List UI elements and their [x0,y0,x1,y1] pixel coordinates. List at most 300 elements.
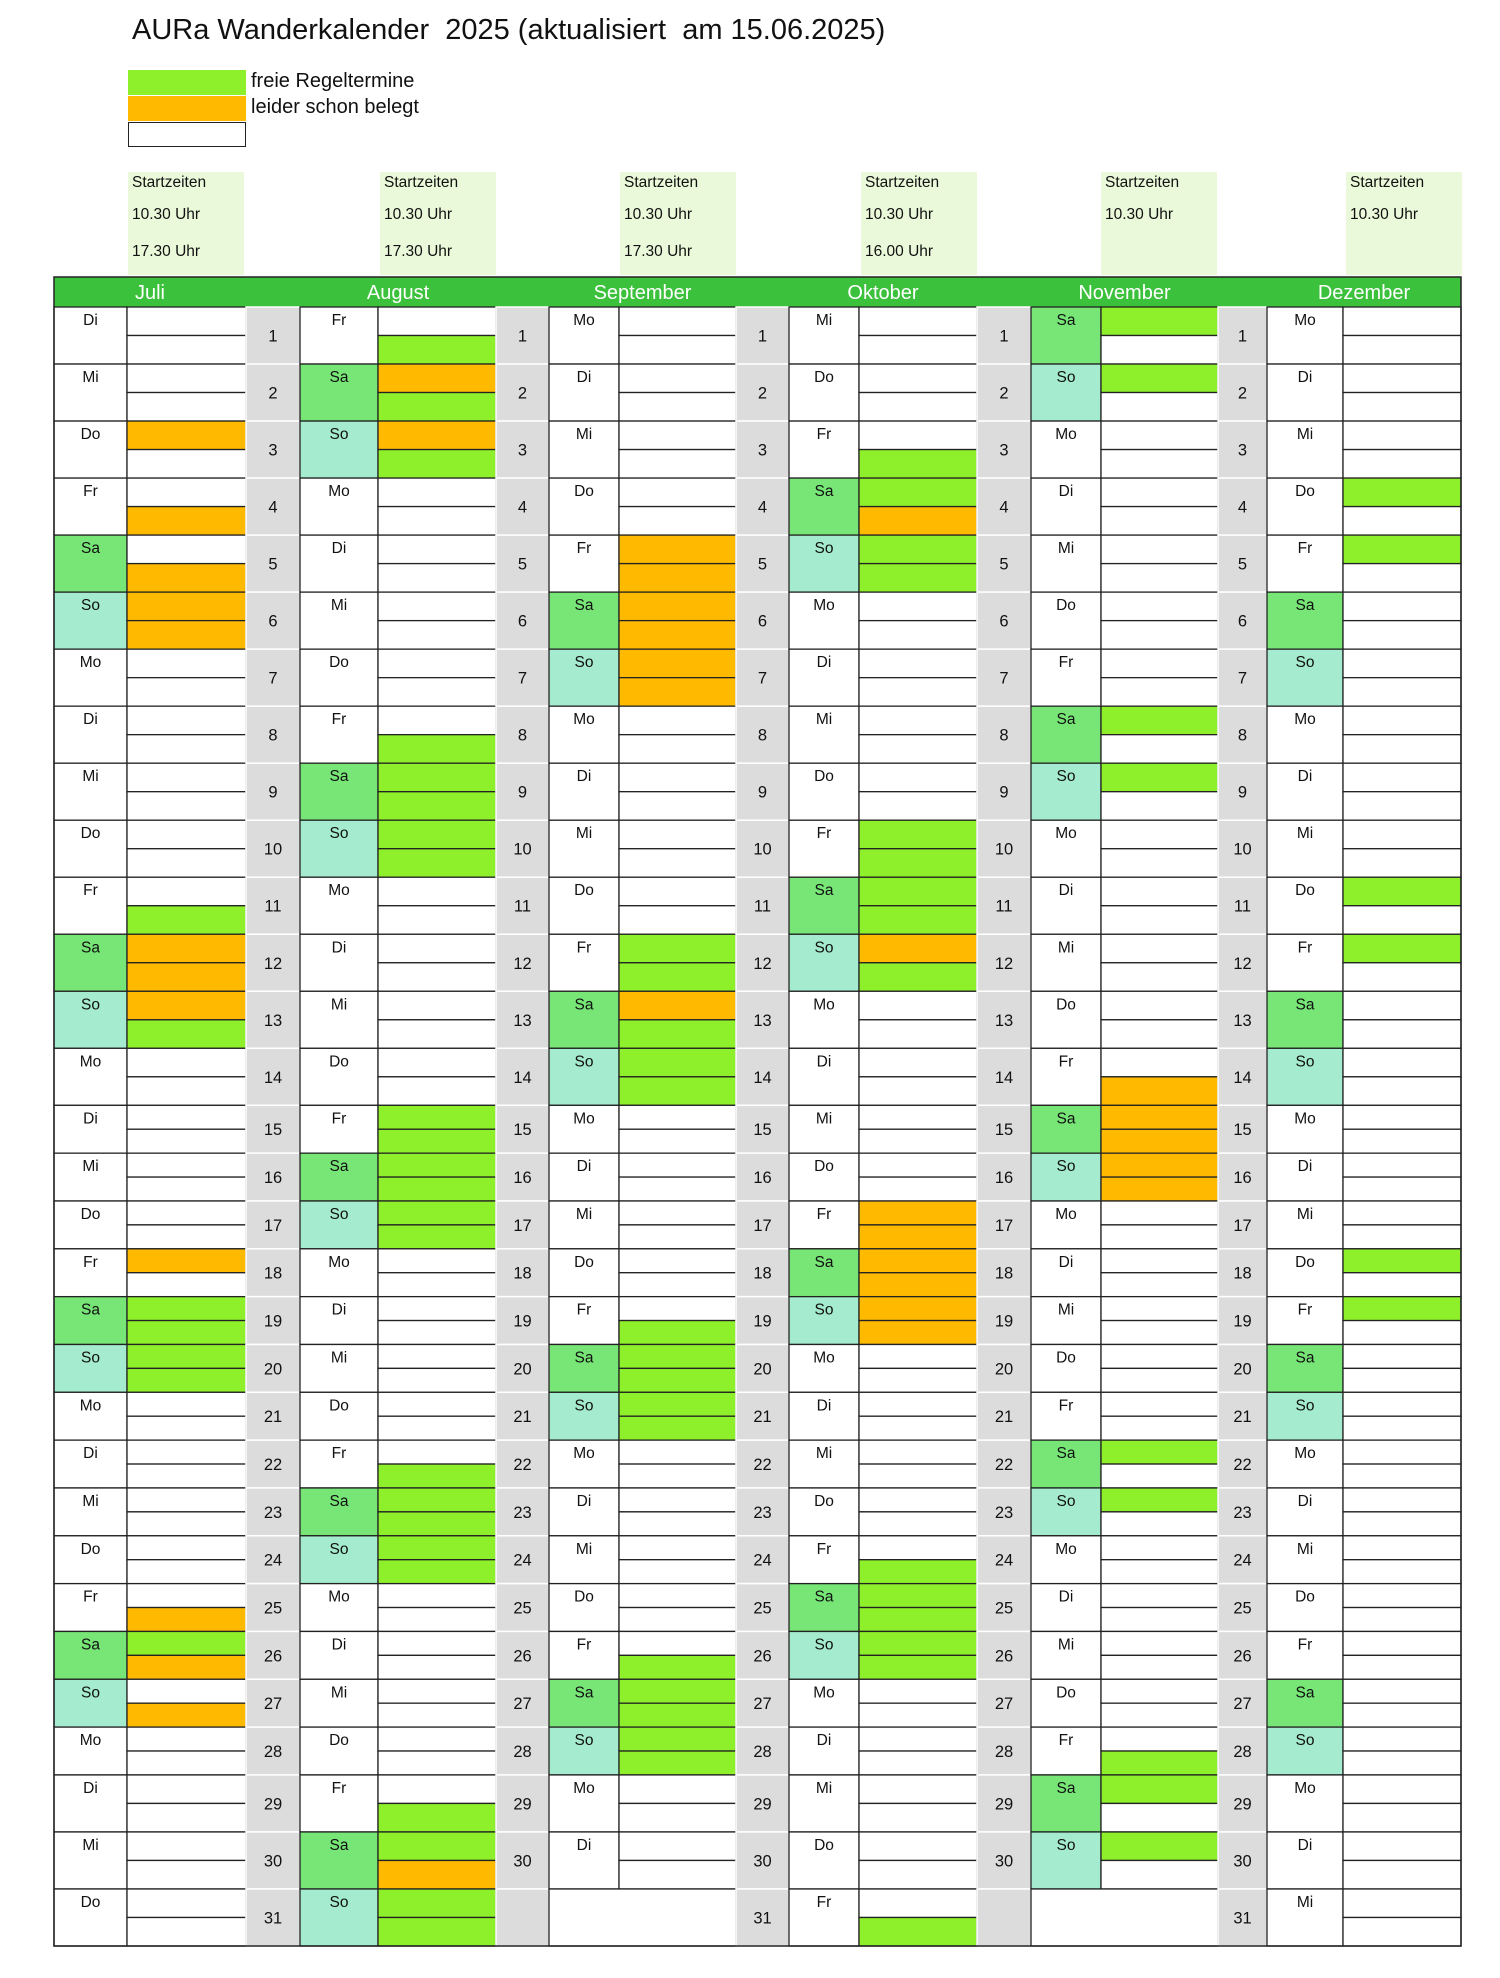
slot-morning [1101,820,1218,849]
weekday-label: Sa [1056,1445,1076,1463]
slot-morning [378,1631,496,1655]
slot-morning [859,1889,977,1918]
slot-morning [1101,1201,1218,1225]
slot-evening [1343,963,1461,992]
day-number: 19 [753,1312,772,1331]
slot-morning [1343,478,1461,507]
slot-evening [1101,621,1218,650]
weekday-label: Mo [573,1779,595,1797]
slot-morning [1101,1344,1218,1368]
weekday-label: So [81,1349,100,1367]
slot-morning [859,1727,977,1751]
weekday-label: Do [814,768,834,786]
day-number: 28 [263,1743,283,1762]
weekday-label: Mo [328,882,350,900]
slot-evening [1343,1703,1461,1727]
weekday-label: Fr [816,1205,832,1223]
day-number: 23 [513,1503,532,1522]
slot-evening [619,1020,736,1049]
slot-evening [1101,336,1218,365]
slot-evening [1343,450,1461,479]
day-number: 7 [268,669,278,688]
slot-evening [127,336,246,365]
weekday-label: So [1056,369,1076,387]
slot-morning [859,1249,977,1273]
slot-morning [1343,1201,1461,1225]
slot-morning [619,1536,736,1560]
slot-evening [859,1077,977,1106]
day-number: 25 [1233,1599,1252,1618]
slot-morning [378,649,496,678]
weekday-label: Mo [1055,1205,1077,1223]
weekday-label: Fr [331,1779,347,1797]
slot-evening [1101,393,1218,422]
slot-morning [1343,649,1461,678]
day-number: 11 [513,897,532,916]
slot-morning [1101,877,1218,906]
slot-morning [1343,1536,1461,1560]
weekday-label: Do [814,1836,834,1854]
slot-morning [127,649,246,678]
day-number-cell [496,1889,549,1946]
slot-evening [859,507,977,536]
slot-evening [378,1655,496,1679]
slot-morning [1343,991,1461,1020]
slot-evening [127,1020,246,1049]
weekday-label: Di [1058,882,1074,900]
slot-morning [1101,1832,1218,1861]
slot-morning [859,535,977,564]
day-number: 10 [994,840,1014,859]
slot-evening [1343,678,1461,707]
day-number: 23 [994,1503,1014,1522]
slot-evening [619,1273,736,1297]
slot-morning [859,1832,977,1861]
day-number: 30 [513,1852,532,1871]
slot-evening [859,963,977,992]
slot-evening [859,1273,977,1297]
slot-morning [1101,1249,1218,1273]
slot-evening [619,1177,736,1201]
day-number: 20 [513,1360,532,1379]
weekday-label: Mi [82,1158,99,1176]
weekday-label: So [329,1540,349,1558]
day-number: 1 [757,327,768,346]
slot-morning [378,1584,496,1608]
weekday-label: Di [576,1158,592,1176]
slot-evening [1101,1860,1218,1889]
slot-evening [1343,564,1461,593]
weekday-label: Do [1056,1684,1076,1702]
slot-evening [1101,792,1218,821]
weekday-label: So [574,654,594,672]
weekday-label: Di [1297,369,1313,387]
slot-morning [859,1344,977,1368]
slot-evening [619,735,736,764]
slot-morning [1101,1775,1218,1804]
slot-morning [127,478,246,507]
weekday-label: Fr [576,939,592,957]
day-number: 30 [753,1852,772,1871]
day-number: 15 [994,1121,1014,1140]
weekday-label: Di [331,1636,347,1654]
slot-evening [1343,906,1461,935]
weekday-label: Di [816,1397,832,1415]
slot-evening [1101,1225,1218,1249]
weekday-label: Mo [573,1445,595,1463]
slot-evening [127,1177,246,1201]
slot-evening [378,1368,496,1392]
day-number: 4 [1237,498,1248,517]
day-number: 30 [994,1852,1014,1871]
weekday-label: Di [331,540,347,558]
weekday-label: Sa [1295,1349,1315,1367]
day-number-cell [977,1889,1031,1946]
weekday-label: Fr [331,1445,347,1463]
slot-evening [1343,1321,1461,1345]
day-number: 12 [513,954,532,973]
slot-evening [1101,1077,1218,1106]
start-times-label: Startzeiten [384,174,459,191]
slot-morning [859,364,977,393]
slot-evening [378,1560,496,1584]
slot-evening [127,450,246,479]
slot-evening [619,792,736,821]
slot-evening [1343,1273,1461,1297]
day-number: 6 [268,612,278,631]
slot-morning [859,934,977,963]
day-number: 10 [513,840,532,859]
slot-evening [127,1368,246,1392]
slot-evening [1343,1129,1461,1153]
day-number: 19 [1233,1312,1252,1331]
slot-morning [1101,478,1218,507]
weekday-label: Sa [329,768,349,786]
slot-morning [378,1536,496,1560]
day-number: 28 [513,1743,532,1762]
weekday-label: Mi [1296,825,1314,843]
slot-morning [378,934,496,963]
slot-evening [859,1860,977,1889]
day-number: 20 [753,1360,772,1379]
slot-morning [619,1631,736,1655]
day-number: 8 [1237,726,1248,745]
weekday-label: Sa [574,1684,594,1702]
slot-evening [1343,1416,1461,1440]
slot-evening [859,1560,977,1584]
weekday-label: Di [1058,1253,1074,1271]
slot-evening [127,1751,246,1775]
slot-evening [1343,507,1461,536]
start-times-label: Startzeiten [624,174,699,191]
day-number: 15 [753,1121,772,1140]
slot-evening [1343,1464,1461,1488]
slot-evening [127,735,246,764]
slot-morning [378,1344,496,1368]
slot-evening [859,450,977,479]
slot-morning [378,1201,496,1225]
day-number: 30 [1233,1852,1252,1871]
weekday-label: Fr [1297,540,1313,558]
day-number: 1 [999,327,1009,346]
slot-evening [1343,735,1461,764]
slot-evening [1101,1560,1218,1584]
day-number: 22 [994,1456,1014,1475]
slot-evening [1101,564,1218,593]
weekday-label: Do [1295,882,1315,900]
slot-morning [1343,1679,1461,1703]
month-header-november: November [1078,282,1171,304]
day-number: 20 [263,1360,283,1379]
weekday-label: Mi [815,711,833,729]
slot-morning [1101,649,1218,678]
weekday-label: Sa [1056,711,1076,729]
slot-morning [859,1488,977,1512]
day-number: 7 [999,669,1009,688]
weekday-label: Do [574,1588,594,1606]
slot-evening [619,1129,736,1153]
slot-evening [127,1917,246,1946]
weekday-label: Mi [330,597,348,615]
slot-morning [1101,1048,1218,1077]
day-number: 9 [757,783,768,802]
weekday-label: Di [83,1110,98,1128]
slot-morning [619,1488,736,1512]
weekday-label: Mo [573,711,595,729]
weekday-label: Sa [329,1158,349,1176]
slot-morning [859,706,977,735]
weekday-label: Di [576,1836,592,1854]
slot-morning [859,1679,977,1703]
slot-evening [378,1416,496,1440]
day-number: 4 [999,498,1009,517]
weekday-label: Mo [1294,1445,1316,1463]
slot-morning [127,763,246,792]
weekday-label: Fr [83,882,98,900]
weekday-label: Mo [1294,711,1316,729]
day-number: 8 [757,726,768,745]
slot-evening [859,1751,977,1775]
slot-evening [378,336,496,365]
slot-evening [859,336,977,365]
day-number: 8 [517,726,528,745]
slot-morning [859,421,977,450]
day-number: 21 [994,1408,1014,1427]
weekday-label: Di [1297,1158,1313,1176]
slot-morning [1343,934,1461,963]
slot-evening [619,678,736,707]
slot-morning [1343,877,1461,906]
slot-evening [619,1225,736,1249]
slot-evening [127,678,246,707]
slot-morning [859,1048,977,1077]
slot-morning [1343,1153,1461,1177]
empty-cell [549,1889,736,1946]
slot-evening [619,564,736,593]
slot-evening [127,1273,246,1297]
slot-morning [1101,1488,1218,1512]
slot-evening [619,1703,736,1727]
slot-morning [859,1775,977,1804]
weekday-label: Sa [574,1349,594,1367]
weekday-label: Mo [1055,426,1077,444]
slot-evening [859,564,977,593]
slot-morning [859,820,977,849]
day-number: 16 [1233,1169,1252,1188]
day-number: 25 [994,1599,1014,1618]
slot-morning [1343,1105,1461,1129]
slot-morning [127,364,246,393]
month-header-august: August [366,282,430,304]
weekday-label: Mo [1294,1110,1316,1128]
slot-morning [859,307,977,336]
weekday-label: Sa [329,1492,349,1510]
weekday-label: Mo [1055,1540,1077,1558]
day-number: 5 [1237,555,1248,574]
slot-morning [1343,1727,1461,1751]
slot-morning [1343,364,1461,393]
slot-evening [1343,1655,1461,1679]
slot-evening [1101,963,1218,992]
weekday-label: Mi [575,1540,593,1558]
slot-evening [378,963,496,992]
weekday-label: Mi [575,1205,593,1223]
slot-evening [378,1077,496,1106]
slot-evening [1343,336,1461,365]
day-number: 22 [1233,1456,1252,1475]
slot-morning [1101,1297,1218,1321]
slot-morning [127,535,246,564]
slot-evening [619,906,736,935]
slot-evening [378,564,496,593]
weekday-label: Fr [816,825,832,843]
slot-morning [127,1153,246,1177]
slot-evening [619,1464,736,1488]
slot-evening [859,906,977,935]
weekday-label: So [1056,1492,1076,1510]
slot-morning [859,649,977,678]
day-number: 17 [263,1216,283,1235]
slot-morning [1101,1105,1218,1129]
day-number: 10 [1233,840,1252,859]
weekday-label: So [1295,654,1315,672]
slot-morning [378,1832,496,1861]
weekday-label: Do [1056,996,1076,1014]
start-time: 10.30 Uhr [1350,206,1419,223]
slot-evening [619,393,736,422]
weekday-label: Mi [1057,1636,1075,1654]
day-number: 10 [753,840,772,859]
day-number: 13 [263,1011,283,1030]
slot-evening [378,1321,496,1345]
empty-cell [1031,1889,1218,1946]
slot-evening [378,393,496,422]
day-number: 14 [1233,1068,1252,1087]
slot-evening [619,963,736,992]
day-number: 21 [263,1408,283,1427]
weekday-label: Sa [574,597,594,615]
slot-evening [1343,1225,1461,1249]
slot-morning [378,1105,496,1129]
day-number: 13 [994,1011,1014,1030]
slot-morning [619,1584,736,1608]
weekday-label: Mi [1296,426,1314,444]
slot-evening [859,792,977,821]
slot-evening [1343,1368,1461,1392]
weekday-label: Di [1297,768,1313,786]
weekday-label: Do [814,1492,834,1510]
slot-morning [859,991,977,1020]
day-number: 26 [753,1647,772,1666]
weekday-label: Fr [816,1893,832,1911]
slot-evening [1101,678,1218,707]
slot-morning [127,1297,246,1321]
weekday-label: Mo [573,1110,595,1128]
weekday-label: Sa [814,1253,834,1271]
slot-evening [859,1225,977,1249]
weekday-label: Mi [815,312,833,329]
weekday-label: Fr [816,426,832,444]
weekday-label: Fr [1058,1053,1074,1071]
weekday-label: Sa [81,1636,100,1654]
slot-morning [619,1440,736,1464]
day-number: 28 [1233,1743,1252,1762]
slot-evening [859,1655,977,1679]
slot-morning [1101,706,1218,735]
day-number: 22 [513,1456,532,1475]
slot-morning [1101,364,1218,393]
weekday-label: Sa [1295,597,1315,615]
slot-evening [859,849,977,878]
day-number: 1 [517,327,528,346]
day-number: 3 [999,441,1009,460]
day-number: 29 [753,1795,772,1814]
weekday-label: Fr [331,711,347,729]
weekday-label: Do [80,1893,101,1911]
slot-morning [127,1832,246,1861]
weekday-label: Mi [1057,939,1075,957]
slot-evening [127,1560,246,1584]
weekday-label: Mi [1057,1301,1075,1319]
day-number: 28 [994,1743,1014,1762]
slot-morning [1101,1584,1218,1608]
slot-evening [1101,906,1218,935]
day-number: 16 [753,1169,772,1188]
slot-morning [1101,535,1218,564]
weekday-label: Fr [1297,939,1313,957]
weekday-label: So [1056,768,1076,786]
weekday-label: Do [329,654,349,672]
day-number: 14 [513,1068,532,1087]
slot-morning [619,991,736,1020]
weekday-label: So [329,1893,349,1911]
weekday-label: Mi [1296,1893,1314,1911]
weekday-label: So [814,540,834,558]
slot-evening [1101,1416,1218,1440]
slot-morning [1101,1536,1218,1560]
weekday-label: So [329,426,349,444]
slot-evening [127,1416,246,1440]
slot-morning [378,421,496,450]
weekday-label: Sa [81,939,100,957]
slot-evening [378,621,496,650]
weekday-label: Mo [1055,825,1077,843]
slot-evening [619,849,736,878]
slot-morning [1343,820,1461,849]
slot-morning [619,820,736,849]
day-number: 29 [263,1795,283,1814]
slot-morning [859,877,977,906]
